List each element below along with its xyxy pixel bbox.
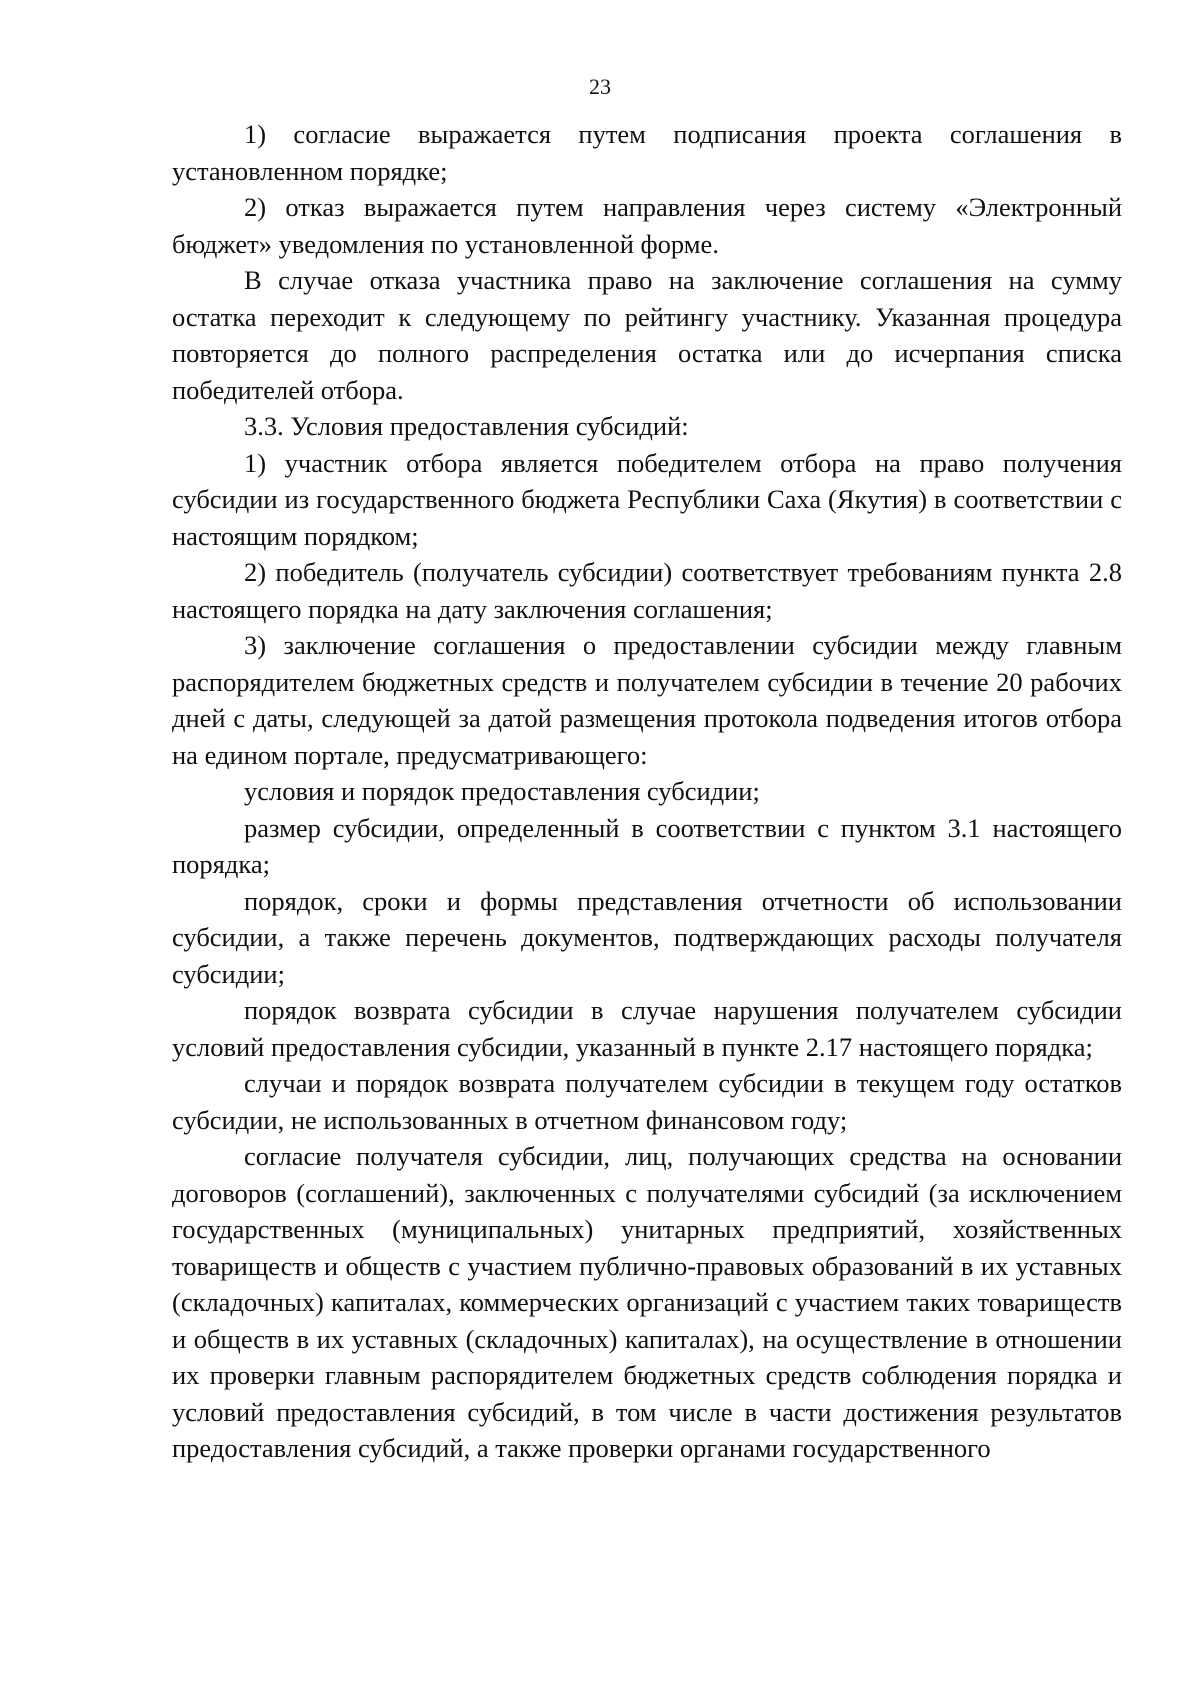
- list-item-return-remainder: случаи и порядок возврата получателем субсидии в текущем году остатков субсидии, не использованных в отчетном финансовом году;: [172, 1068, 1122, 1135]
- paragraph-condition-1: 1) участник отбора является победителем отбора на право получения субсидии из государственного бюджета Республики Саха (Якутия) в соответствии с настоящим порядком;: [172, 447, 1122, 551]
- list-item-conditions-order: условия и порядок предоставления субсидии;: [244, 776, 760, 806]
- list-item-audit-consent: согласие получателя субсидии, лиц, получающих средства на основании договоров (соглашений), заключенных с получателями субсидий (за исключением государственных (муниципальных) унитарных предприятий, хозяйственных товариществ и обществ с участием публично-правовых образований в их уставных (складочных) капиталах, коммерческих организаций с участием таких товариществ и обществ в их уставных (складочных) капиталах), на осуществление в отношении их проверки главным распорядителем бюджетных средств соблюдения порядка и условий предоставления субсидий, в том числе в части достижения результатов предоставления субсидий, а также проверки органами государственного: [172, 1141, 1122, 1463]
- paragraph-agreement-signing: 1) согласие выражается путем подписания проекта соглашения в установленном порядке;: [172, 119, 1122, 186]
- paragraph-condition-2: 2) победитель (получатель субсидии) соответствует требованиям пункта 2.8 настоящего порядка на дату заключения соглашения;: [172, 557, 1122, 624]
- section-heading-3-3: 3.3. Условия предоставления субсидий:: [244, 411, 689, 441]
- document-body: [172, 116, 1122, 1467]
- paragraph-refusal-transfer: В случае отказа участника право на заключение соглашения на сумму остатка переходит к следующему по рейтингу участнику. Указанная процедура повторяется до полного распределения остатка или до исчерпания списка победителей отбора.: [172, 265, 1122, 405]
- paragraph-refusal-notice: 2) отказ выражается путем направления через систему «Электронный бюджет» уведомления по установленной форме.: [172, 192, 1122, 259]
- page-number: 23: [589, 74, 611, 99]
- paragraph-condition-3: 3) заключение соглашения о предоставлении субсидии между главным распорядителем бюджетных средств и получателем субсидии в течение 20 рабочих дней с даты, следующей за датой размещения протокола подведения итогов отбора на едином портале, предусматривающего:: [172, 630, 1122, 770]
- list-item-reporting: порядок, сроки и формы представления отчетности об использовании субсидии, а также перечень документов, подтверждающих расходы получателя субсидии;: [172, 885, 1122, 989]
- list-item-return-violation: порядок возврата субсидии в случае нарушения получателем субсидии условий предоставления субсидии, указанный в пункте 2.17 настоящего порядка;: [172, 995, 1122, 1062]
- list-item-subsidy-amount: размер субсидии, определенный в соответствии с пунктом 3.1 настоящего порядка;: [172, 812, 1122, 879]
